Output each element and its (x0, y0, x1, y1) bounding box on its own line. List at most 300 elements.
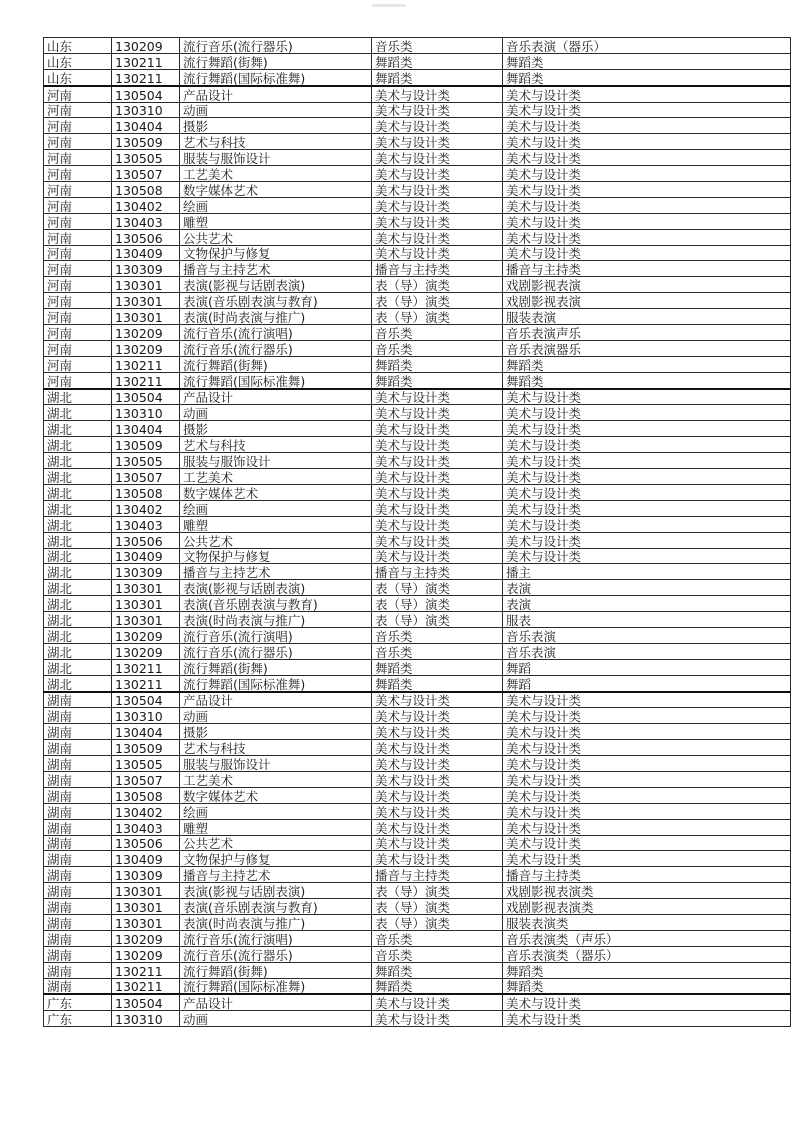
table-row (44, 692, 791, 708)
province-cell: 河南 (44, 118, 112, 134)
exam-category-cell: 美术与设计类 (503, 484, 791, 500)
table-row (44, 962, 791, 978)
scan-mark (372, 4, 406, 7)
category-cell: 美术与设计类 (372, 197, 503, 213)
province-cell: 广东 (44, 994, 112, 1010)
major-cell: 流行音乐(流行演唱) (180, 627, 372, 643)
major-cell: 数字媒体艺术 (180, 787, 372, 803)
major-cell: 产品设计 (180, 389, 372, 405)
code-cell: 130301 (112, 309, 180, 325)
major-cell: 播音与主持艺术 (180, 261, 372, 277)
category-cell: 表（导）演类 (372, 596, 503, 612)
category-cell: 美术与设计类 (372, 102, 503, 118)
province-cell: 河南 (44, 245, 112, 261)
exam-category-cell: 美术与设计类 (503, 724, 791, 740)
table-row (44, 946, 791, 962)
code-cell: 130504 (112, 994, 180, 1010)
table-row (44, 102, 791, 118)
province-cell: 河南 (44, 325, 112, 341)
major-cell: 动画 (180, 708, 372, 724)
category-cell: 美术与设计类 (372, 1011, 503, 1027)
table-row (44, 484, 791, 500)
province-cell: 湖南 (44, 724, 112, 740)
code-cell: 130403 (112, 213, 180, 229)
category-cell: 美术与设计类 (372, 756, 503, 772)
province-cell: 湖南 (44, 835, 112, 851)
major-cell: 公共艺术 (180, 229, 372, 245)
category-cell: 美术与设计类 (372, 229, 503, 245)
table-row (44, 627, 791, 643)
table-row (44, 930, 791, 946)
table-row (44, 293, 791, 309)
table-row (44, 914, 791, 930)
exam-category-cell: 美术与设计类 (503, 421, 791, 437)
major-cell: 流行舞蹈(街舞) (180, 659, 372, 675)
category-cell: 美术与设计类 (372, 771, 503, 787)
table-row (44, 580, 791, 596)
province-cell: 河南 (44, 182, 112, 198)
major-cell: 数字媒体艺术 (180, 182, 372, 198)
code-cell: 130301 (112, 883, 180, 899)
table-row (44, 405, 791, 421)
table-row (44, 803, 791, 819)
code-cell: 130211 (112, 69, 180, 85)
province-cell: 山东 (44, 38, 112, 54)
category-cell: 美术与设计类 (372, 389, 503, 405)
table-row (44, 835, 791, 851)
table-row (44, 787, 791, 803)
table-row (44, 740, 791, 756)
code-cell: 130209 (112, 930, 180, 946)
province-cell: 湖北 (44, 596, 112, 612)
major-cell: 服装与服饰设计 (180, 453, 372, 469)
category-cell: 美术与设计类 (372, 437, 503, 453)
code-cell: 130508 (112, 787, 180, 803)
code-cell: 130509 (112, 134, 180, 150)
province-cell: 湖南 (44, 930, 112, 946)
province-cell: 湖北 (44, 389, 112, 405)
province-cell: 湖北 (44, 500, 112, 516)
exam-category-cell: 美术与设计类 (503, 819, 791, 835)
table-body (44, 38, 791, 1027)
province-cell: 湖北 (44, 612, 112, 628)
category-cell: 舞蹈类 (372, 978, 503, 994)
table-row (44, 166, 791, 182)
category-cell: 表（导）演类 (372, 612, 503, 628)
major-cell: 工艺美术 (180, 771, 372, 787)
category-cell: 美术与设计类 (372, 819, 503, 835)
category-cell: 播音与主持类 (372, 261, 503, 277)
table-row (44, 453, 791, 469)
category-cell: 美术与设计类 (372, 213, 503, 229)
table-row (44, 532, 791, 548)
province-cell: 河南 (44, 309, 112, 325)
table-row (44, 771, 791, 787)
province-cell: 河南 (44, 134, 112, 150)
category-cell: 美术与设计类 (372, 516, 503, 532)
exam-category-cell: 音乐表演器乐 (503, 340, 791, 356)
category-cell: 美术与设计类 (372, 851, 503, 867)
category-cell: 音乐类 (372, 930, 503, 946)
exam-category-cell: 戏剧影视表演类 (503, 899, 791, 915)
category-cell: 音乐类 (372, 946, 503, 962)
category-cell: 美术与设计类 (372, 787, 503, 803)
major-cell: 表演(影视与话剧表演) (180, 883, 372, 899)
code-cell: 130506 (112, 835, 180, 851)
code-cell: 130508 (112, 484, 180, 500)
major-cell: 流行舞蹈(街舞) (180, 962, 372, 978)
table-row (44, 978, 791, 994)
code-cell: 130309 (112, 564, 180, 580)
major-cell: 流行舞蹈(国际标准舞) (180, 675, 372, 691)
category-cell: 表（导）演类 (372, 309, 503, 325)
table-row (44, 53, 791, 69)
exam-category-cell: 美术与设计类 (503, 118, 791, 134)
province-cell: 湖北 (44, 516, 112, 532)
province-cell: 湖南 (44, 899, 112, 915)
category-cell: 美术与设计类 (372, 994, 503, 1010)
exam-category-cell: 美术与设计类 (503, 453, 791, 469)
table-row (44, 675, 791, 691)
exam-category-cell: 美术与设计类 (503, 437, 791, 453)
table-row (44, 883, 791, 899)
category-cell: 美术与设计类 (372, 708, 503, 724)
table-row (44, 612, 791, 628)
province-cell: 湖北 (44, 548, 112, 564)
category-cell: 音乐类 (372, 643, 503, 659)
exam-category-cell: 美术与设计类 (503, 197, 791, 213)
major-cell: 绘画 (180, 500, 372, 516)
table-row (44, 309, 791, 325)
province-cell: 湖南 (44, 771, 112, 787)
major-cell: 流行音乐(流行器乐) (180, 38, 372, 54)
category-cell: 音乐类 (372, 627, 503, 643)
province-cell: 湖南 (44, 740, 112, 756)
code-cell: 130209 (112, 627, 180, 643)
category-cell: 表（导）演类 (372, 899, 503, 915)
code-cell: 130301 (112, 596, 180, 612)
table-row (44, 134, 791, 150)
table-row (44, 724, 791, 740)
exam-category-cell: 音乐表演类（声乐） (503, 930, 791, 946)
province-cell: 湖南 (44, 756, 112, 772)
category-cell: 美术与设计类 (372, 484, 503, 500)
major-cell: 流行音乐(流行器乐) (180, 946, 372, 962)
code-cell: 130310 (112, 102, 180, 118)
code-cell: 130506 (112, 229, 180, 245)
major-cell: 文物保护与修复 (180, 851, 372, 867)
category-cell: 音乐类 (372, 38, 503, 54)
exam-category-cell: 美术与设计类 (503, 150, 791, 166)
table-row (44, 182, 791, 198)
exam-category-cell: 美术与设计类 (503, 516, 791, 532)
province-cell: 湖北 (44, 421, 112, 437)
table-row (44, 261, 791, 277)
major-cell: 摄影 (180, 118, 372, 134)
category-cell: 表（导）演类 (372, 580, 503, 596)
category-cell: 表（导）演类 (372, 883, 503, 899)
code-cell: 130505 (112, 150, 180, 166)
code-cell: 130402 (112, 197, 180, 213)
province-cell: 湖北 (44, 580, 112, 596)
major-cell: 表演(音乐剧表演与教育) (180, 293, 372, 309)
table-row (44, 899, 791, 915)
major-cell: 流行音乐(流行器乐) (180, 340, 372, 356)
category-cell: 美术与设计类 (372, 134, 503, 150)
category-cell: 表（导）演类 (372, 914, 503, 930)
code-cell: 130504 (112, 86, 180, 102)
province-cell: 湖北 (44, 532, 112, 548)
table-row (44, 756, 791, 772)
code-cell: 130209 (112, 946, 180, 962)
category-cell: 美术与设计类 (372, 724, 503, 740)
exam-category-cell: 音乐表演类（器乐） (503, 946, 791, 962)
category-cell: 美术与设计类 (372, 150, 503, 166)
major-cell: 流行舞蹈(街舞) (180, 356, 372, 372)
category-cell: 美术与设计类 (372, 835, 503, 851)
exam-category-cell: 美术与设计类 (503, 548, 791, 564)
code-cell: 130404 (112, 118, 180, 134)
table-row (44, 564, 791, 580)
major-cell: 艺术与科技 (180, 437, 372, 453)
exam-category-cell: 美术与设计类 (503, 500, 791, 516)
table-row (44, 819, 791, 835)
exam-category-cell: 美术与设计类 (503, 803, 791, 819)
category-cell: 舞蹈类 (372, 675, 503, 691)
category-cell: 美术与设计类 (372, 532, 503, 548)
province-cell: 湖南 (44, 708, 112, 724)
category-cell: 美术与设计类 (372, 182, 503, 198)
major-cell: 雕塑 (180, 213, 372, 229)
table-row (44, 516, 791, 532)
exam-category-cell: 美术与设计类 (503, 245, 791, 261)
exam-category-cell: 美术与设计类 (503, 851, 791, 867)
code-cell: 130507 (112, 771, 180, 787)
exam-category-cell: 表演 (503, 596, 791, 612)
province-cell: 河南 (44, 150, 112, 166)
table-row (44, 277, 791, 293)
code-cell: 130507 (112, 469, 180, 485)
exam-category-cell: 戏剧影视表演 (503, 293, 791, 309)
code-cell: 130301 (112, 899, 180, 915)
exam-category-cell: 服装表演 (503, 309, 791, 325)
major-cell: 流行音乐(流行演唱) (180, 930, 372, 946)
province-cell: 河南 (44, 277, 112, 293)
major-cell: 摄影 (180, 724, 372, 740)
major-cell: 流行音乐(流行器乐) (180, 643, 372, 659)
category-cell: 美术与设计类 (372, 692, 503, 708)
table-row (44, 500, 791, 516)
major-cell: 流行音乐(流行演唱) (180, 325, 372, 341)
table-row (44, 548, 791, 564)
province-cell: 湖北 (44, 453, 112, 469)
major-cell: 公共艺术 (180, 532, 372, 548)
code-cell: 130211 (112, 659, 180, 675)
major-cell: 表演(时尚表演与推广) (180, 309, 372, 325)
code-cell: 130409 (112, 548, 180, 564)
province-cell: 河南 (44, 213, 112, 229)
category-cell: 美术与设计类 (372, 405, 503, 421)
exam-category-cell: 美术与设计类 (503, 994, 791, 1010)
table-row (44, 86, 791, 102)
code-cell: 130211 (112, 675, 180, 691)
code-cell: 130507 (112, 166, 180, 182)
table-row (44, 437, 791, 453)
exam-category-cell: 播音与主持类 (503, 867, 791, 883)
province-cell: 湖北 (44, 484, 112, 500)
major-cell: 绘画 (180, 197, 372, 213)
code-cell: 130509 (112, 437, 180, 453)
province-cell: 湖北 (44, 659, 112, 675)
province-cell: 湖北 (44, 627, 112, 643)
code-cell: 130404 (112, 724, 180, 740)
table-row (44, 69, 791, 85)
major-cell: 表演(影视与话剧表演) (180, 580, 372, 596)
code-cell: 130504 (112, 389, 180, 405)
major-cell: 表演(时尚表演与推广) (180, 914, 372, 930)
table-row (44, 643, 791, 659)
code-cell: 130209 (112, 38, 180, 54)
province-cell: 湖北 (44, 405, 112, 421)
table-row (44, 340, 791, 356)
code-cell: 130209 (112, 325, 180, 341)
category-cell: 美术与设计类 (372, 166, 503, 182)
exam-category-cell: 舞蹈类 (503, 53, 791, 69)
province-cell: 湖北 (44, 643, 112, 659)
province-cell: 河南 (44, 102, 112, 118)
exam-category-cell: 美术与设计类 (503, 166, 791, 182)
province-cell: 湖南 (44, 883, 112, 899)
code-cell: 130403 (112, 819, 180, 835)
province-cell: 湖北 (44, 437, 112, 453)
category-cell: 美术与设计类 (372, 453, 503, 469)
table-row (44, 659, 791, 675)
exam-category-cell: 美术与设计类 (503, 134, 791, 150)
major-cell: 流行舞蹈(国际标准舞) (180, 372, 372, 388)
exam-category-cell: 美术与设计类 (503, 1011, 791, 1027)
table-row (44, 229, 791, 245)
code-cell: 130504 (112, 692, 180, 708)
major-cell: 产品设计 (180, 994, 372, 1010)
major-cell: 摄影 (180, 421, 372, 437)
code-cell: 130404 (112, 421, 180, 437)
exam-category-cell: 舞蹈类 (503, 69, 791, 85)
category-cell: 音乐类 (372, 340, 503, 356)
province-cell: 湖北 (44, 675, 112, 691)
table-row (44, 851, 791, 867)
major-cell: 工艺美术 (180, 166, 372, 182)
major-cell: 艺术与科技 (180, 134, 372, 150)
exam-category-cell: 美术与设计类 (503, 102, 791, 118)
major-cell: 动画 (180, 102, 372, 118)
code-cell: 130301 (112, 293, 180, 309)
exam-category-cell: 美术与设计类 (503, 708, 791, 724)
category-cell: 舞蹈类 (372, 69, 503, 85)
exam-category-cell: 美术与设计类 (503, 86, 791, 102)
code-cell: 130211 (112, 978, 180, 994)
major-cell: 公共艺术 (180, 835, 372, 851)
exam-category-cell: 播主 (503, 564, 791, 580)
major-cell: 表演(影视与话剧表演) (180, 277, 372, 293)
major-cell: 产品设计 (180, 86, 372, 102)
category-cell: 舞蹈类 (372, 356, 503, 372)
code-cell: 130310 (112, 1011, 180, 1027)
major-cell: 工艺美术 (180, 469, 372, 485)
exam-category-cell: 服装表演类 (503, 914, 791, 930)
exam-category-cell: 戏剧影视表演 (503, 277, 791, 293)
category-cell: 舞蹈类 (372, 962, 503, 978)
province-cell: 河南 (44, 86, 112, 102)
exam-category-cell: 音乐表演 (503, 643, 791, 659)
category-cell: 舞蹈类 (372, 372, 503, 388)
category-cell: 舞蹈类 (372, 53, 503, 69)
code-cell: 130211 (112, 53, 180, 69)
exam-category-cell: 表演 (503, 580, 791, 596)
exam-category-cell: 舞蹈 (503, 675, 791, 691)
exam-category-cell: 美术与设计类 (503, 787, 791, 803)
table-row (44, 867, 791, 883)
exam-category-cell: 舞蹈类 (503, 356, 791, 372)
table-row (44, 708, 791, 724)
code-cell: 130310 (112, 405, 180, 421)
major-cell: 艺术与科技 (180, 740, 372, 756)
code-cell: 130211 (112, 372, 180, 388)
category-cell: 美术与设计类 (372, 86, 503, 102)
province-cell: 河南 (44, 340, 112, 356)
table-row (44, 421, 791, 437)
major-cell: 动画 (180, 1011, 372, 1027)
code-cell: 130505 (112, 756, 180, 772)
exam-category-cell: 美术与设计类 (503, 740, 791, 756)
category-cell: 播音与主持类 (372, 564, 503, 580)
province-cell: 河南 (44, 293, 112, 309)
major-cell: 播音与主持艺术 (180, 564, 372, 580)
code-cell: 130509 (112, 740, 180, 756)
major-cell: 播音与主持艺术 (180, 867, 372, 883)
exam-category-cell: 美术与设计类 (503, 213, 791, 229)
province-cell: 广东 (44, 1011, 112, 1027)
exam-category-cell: 美术与设计类 (503, 771, 791, 787)
code-cell: 130402 (112, 500, 180, 516)
major-cell: 流行舞蹈(国际标准舞) (180, 978, 372, 994)
exam-category-cell: 舞蹈类 (503, 978, 791, 994)
province-cell: 湖南 (44, 914, 112, 930)
exam-category-cell: 舞蹈 (503, 659, 791, 675)
code-cell: 130211 (112, 356, 180, 372)
major-cell: 表演(时尚表演与推广) (180, 612, 372, 628)
code-cell: 130309 (112, 867, 180, 883)
province-cell: 河南 (44, 372, 112, 388)
major-cell: 产品设计 (180, 692, 372, 708)
major-cell: 文物保护与修复 (180, 245, 372, 261)
exam-category-cell: 美术与设计类 (503, 182, 791, 198)
major-cell: 表演(音乐剧表演与教育) (180, 899, 372, 915)
exam-category-cell: 美术与设计类 (503, 229, 791, 245)
province-cell: 山东 (44, 53, 112, 69)
province-cell: 湖南 (44, 819, 112, 835)
table-row (44, 389, 791, 405)
province-cell: 湖北 (44, 564, 112, 580)
table-row (44, 118, 791, 134)
province-cell: 湖南 (44, 946, 112, 962)
major-cell: 雕塑 (180, 819, 372, 835)
major-cell: 流行舞蹈(街舞) (180, 53, 372, 69)
exam-category-cell: 音乐表演声乐 (503, 325, 791, 341)
category-cell: 美术与设计类 (372, 421, 503, 437)
category-cell: 舞蹈类 (372, 659, 503, 675)
table-row (44, 38, 791, 54)
exam-category-cell: 美术与设计类 (503, 405, 791, 421)
